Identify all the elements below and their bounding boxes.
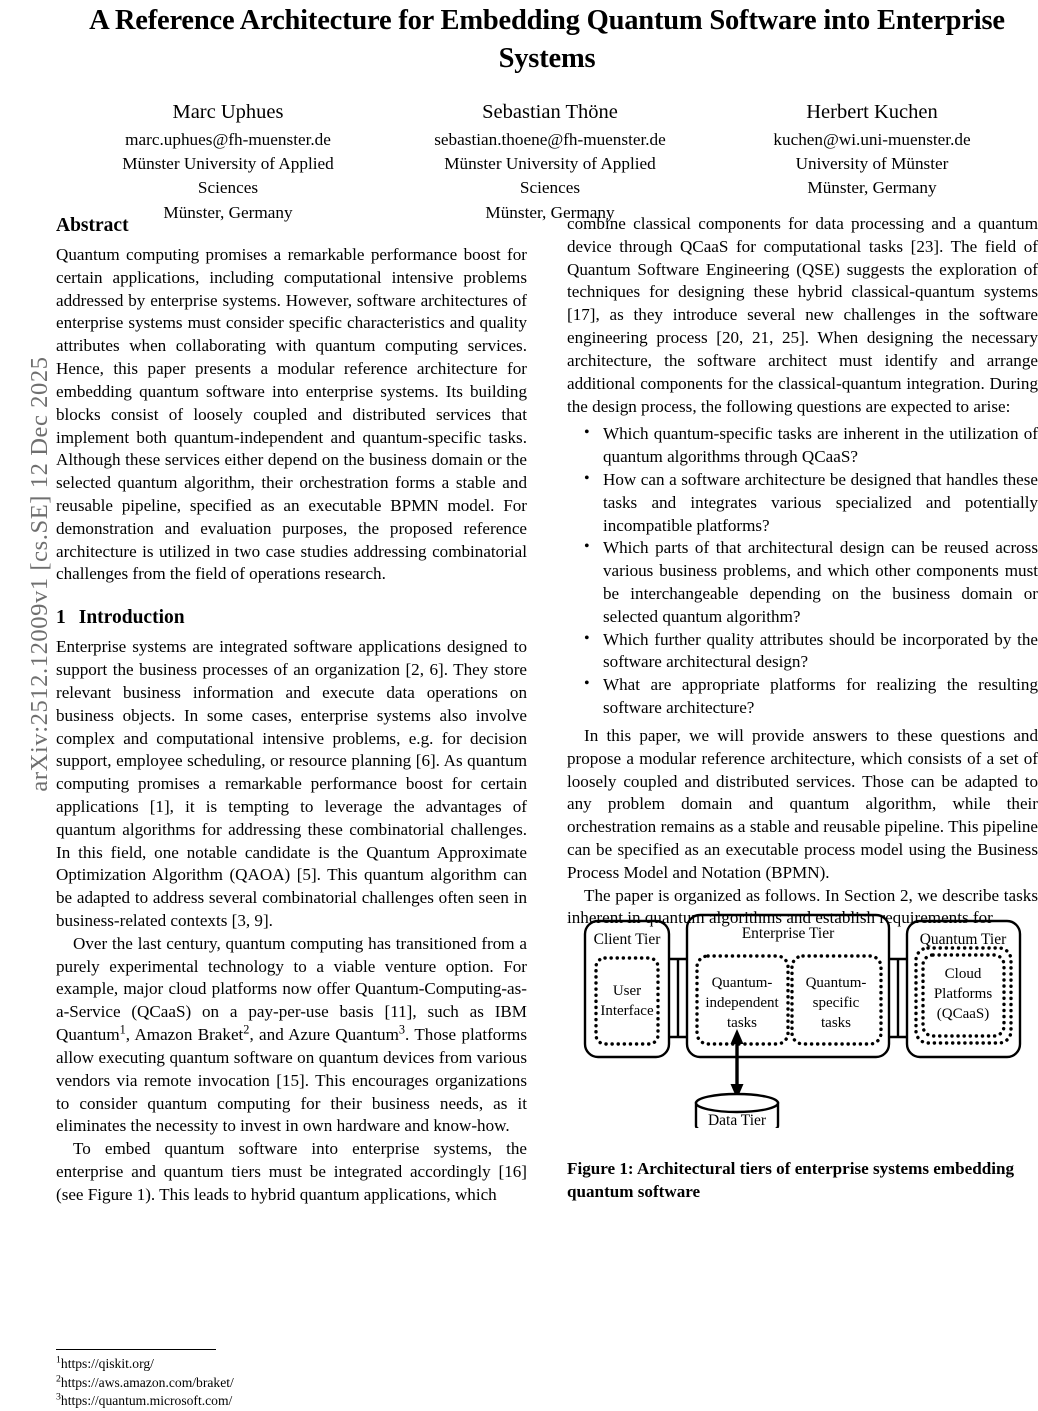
abstract-heading: Abstract xyxy=(56,215,129,236)
footnote-ref-3: 3 xyxy=(398,1022,406,1037)
quantum-specific-label-line1: Quantum- xyxy=(805,975,867,991)
quantum-independent-label-line2: independent xyxy=(705,995,779,1011)
enterprise-tier-label: Enterprise Tier xyxy=(741,925,835,942)
intro-paragraph-4: combine classical components for data processing and a quantum device through QCaaS for computational tasks [23]. The field of Quantum Software Engineering (QSE) suggests the exploration of techniques for designing these hybrid classical-quantum systems [17], as they introduce several new challenges in the software engineering process [20, 21, 25]. When designing the necessary architecture, the software architect must identify and arrange additional components for the classical-quantum integration. During the design process, the following questions are expected to arise: xyxy=(567,214,1038,416)
list-item: • What are appropriate platforms for realizing the resulting software architecture? xyxy=(603,674,1038,720)
user-interface-box xyxy=(596,958,658,1044)
author-location: Münster, Germany xyxy=(485,202,615,222)
author-affiliation-line1: Münster University of Applied xyxy=(122,153,334,173)
author-name: Sebastian Thöne xyxy=(482,100,618,123)
footnotes-block xyxy=(56,1349,527,1411)
footnote-divider xyxy=(56,1349,216,1350)
author-entry xyxy=(67,98,389,225)
intro-paragraph-6: The paper is organized as follows. In Section 2, we describe tasks inherent in quantum algorithms and establish requirements for xyxy=(567,885,1038,928)
footnote-item xyxy=(56,1392,527,1411)
author-block xyxy=(61,98,1033,225)
left-column xyxy=(56,213,527,1409)
section-number: 1 xyxy=(56,607,66,629)
author-entry xyxy=(711,98,1033,225)
connector-enterprise-quantum xyxy=(889,959,907,1037)
author-email: sebastian.thoene@fh-muenster.de xyxy=(434,129,666,149)
author-affiliation-line1: Münster University of Applied xyxy=(444,153,656,173)
list-item: • Which parts of that architectural design can be reused across various business problems, and which other components must be interchangeable depending on the business domain or selected quantum algorithm? xyxy=(603,537,1038,628)
footnote-marker: 2 xyxy=(56,1373,61,1385)
client-tier-label: Client Tier xyxy=(593,931,661,948)
author-name: Marc Uphues xyxy=(172,100,284,123)
user-interface-label-line1: User xyxy=(612,983,642,999)
section-title: Introduction xyxy=(78,607,185,629)
footnote-marker: 1 xyxy=(56,1354,61,1366)
author-entry xyxy=(389,98,711,225)
intro-paragraph-5: In this paper, we will provide answers to these questions and propose a modular reference architecture, which consists of a set of loosely coupled and distributed services. Those can be adapted to any problem domain and quantum algorithm, while their orchestration remains as a stable and reusable pipeline. This pipeline can be specified as an executable process model using the Business Process Model and Notation (BPMN). xyxy=(567,725,1038,882)
footnote-text: https://quantum.microsoft.com/ xyxy=(60,1393,233,1409)
author-location: Münster, Germany xyxy=(807,178,937,198)
author-affiliation-line2: Sciences xyxy=(197,178,259,198)
quantum-specific-label-line3: tasks xyxy=(821,1015,851,1031)
paper-page xyxy=(56,0,1038,1409)
footnote-text: https://aws.amazon.com/braket/ xyxy=(60,1374,234,1390)
data-tier-label: Data Tier xyxy=(707,1112,767,1128)
author-location: Münster, Germany xyxy=(163,202,293,222)
figure-caption: Figure 1: Architectural tiers of enterprise systems embedding quantum software xyxy=(567,1159,1015,1202)
cloud-platforms-label-line2: Platforms xyxy=(933,986,993,1002)
quantum-independent-label-line1: Quantum- xyxy=(711,975,773,991)
user-interface-label-line2: Interface xyxy=(600,1003,654,1019)
cloud-platforms-label-line3: (QCaaS) xyxy=(936,1006,990,1022)
cloud-platforms-label-line1: Cloud xyxy=(944,966,982,982)
footnote-ref-1: 1 xyxy=(119,1022,126,1037)
architecture-diagram xyxy=(567,908,1038,1128)
footnote-item xyxy=(56,1355,527,1374)
intro-paragraph-3: To embed quantum software into enterprise systems, the enterprise and quantum tiers must be integrated accordingly [16] (see Figure 1). This leads to hybrid quantum applications, which xyxy=(56,1139,527,1204)
footnote-marker: 3 xyxy=(56,1391,61,1403)
intro-p2-part-b: , Amazon Braket xyxy=(125,1025,244,1045)
list-item: • Which further quality attributes should be incorporated by the software architectural design? xyxy=(603,629,1038,675)
intro-paragraph-2 xyxy=(56,933,527,1138)
arxiv-stamp xyxy=(0,0,56,1200)
connector-client-enterprise xyxy=(669,959,687,1037)
quantum-tier-label: Quantum Tier xyxy=(919,931,1007,948)
abstract-text: Quantum computing promises a remarkable performance boost for certain applications, including computational intensive problems addressed by enterprise systems. However, software architectures of enterprise systems must consider specific characteristics and quality attributes when collaborating with quantum computing services. Hence, this paper presents a modular reference architecture for embedding quantum software into enterprise systems. Its building blocks consist of loosely coupled and distributed services that implement both quantum-independent and quantum-specific tasks. Although these services either depend on the business domain or the selected quantum algorithm, their orchestration forms a stable and reusable pipeline, specified as an executable BPMN model. For demonstration and evaluation purposes, the proposed reference architecture is utilized in two case studies addressing combinatorial challenges from the field of operations research. xyxy=(56,245,527,584)
arrowhead-up xyxy=(731,1029,744,1044)
figure-1 xyxy=(567,908,1038,1203)
section-heading-introduction xyxy=(56,605,527,631)
footnote-ref-2: 2 xyxy=(243,1022,250,1037)
intro-p2-part-c: , and Azure Quantum xyxy=(249,1025,399,1045)
author-name: Herbert Kuchen xyxy=(806,100,938,123)
quantum-specific-label-line2: specific xyxy=(812,995,860,1011)
author-email: marc.uphues@fh-muenster.de xyxy=(125,129,331,149)
page-title: A Reference Architecture for Embedding Quantum Software into Enterprise Systems xyxy=(89,5,1005,74)
list-item: • How can a software architecture be designed that handles these tasks and integrates various specialized and potentially incompatible platforms? xyxy=(603,469,1038,537)
footnote-item xyxy=(56,1374,527,1393)
author-affiliation-line2: Sciences xyxy=(519,178,581,198)
quantum-independent-label-line3: tasks xyxy=(727,1015,757,1031)
intro-paragraph-1: Enterprise systems are integrated software applications designed to support the business processes of an organization [2, 6]. They store relevant business information and execute data operations on business objects. In some cases, enterprise systems also involve complex and computational intensive problems, e.g. for decision support, employee scheduling, or resource planning [6]. As quantum computing promises a remarkable performance boost for certain applications [1], it is tempting to leverage the advantages of quantum algorithms for addressing these combinatorial challenges. In this field, one notable candidate is the Quantum Approximate Optimization Algorithm (QAOA) [5]. This quantum algorithm can be adapted to address several combinatorial challenges often seen in business-related contexts [3, 9]. xyxy=(56,637,527,930)
intro-p2-part-a: Over the last century, quantum computing has transitioned from a purely experimental technology to a viable venture option. For example, major cloud platforms now offer Quantum-Computing-as-a-Service (QCaaS) on a pay-per-use basis [11], such as IBM Quantum xyxy=(56,933,527,1045)
author-affiliation-line1: University of Münster xyxy=(795,153,949,173)
title-block xyxy=(56,0,1038,225)
arxiv-stamp-text: arXiv:2512.12009v1 [cs.SE] 12 Dec 2025 xyxy=(26,356,53,792)
intro-p2-part-d: . Those platforms allow executing quantum software on quantum devices from various vendors via remote invocation [15]. This encourages organizations to consider quantum computing for their business needs, as it eliminates the necessity to invest in own hardware and know-how. xyxy=(56,1025,527,1136)
design-questions-list xyxy=(567,423,1038,720)
list-item: • Which quantum-specific tasks are inherent in the utilization of quantum algorithms through QCaaS? xyxy=(603,423,1038,469)
footnote-text: https://qiskit.org/ xyxy=(60,1356,154,1371)
author-email: kuchen@wi.uni-muenster.de xyxy=(773,129,971,149)
